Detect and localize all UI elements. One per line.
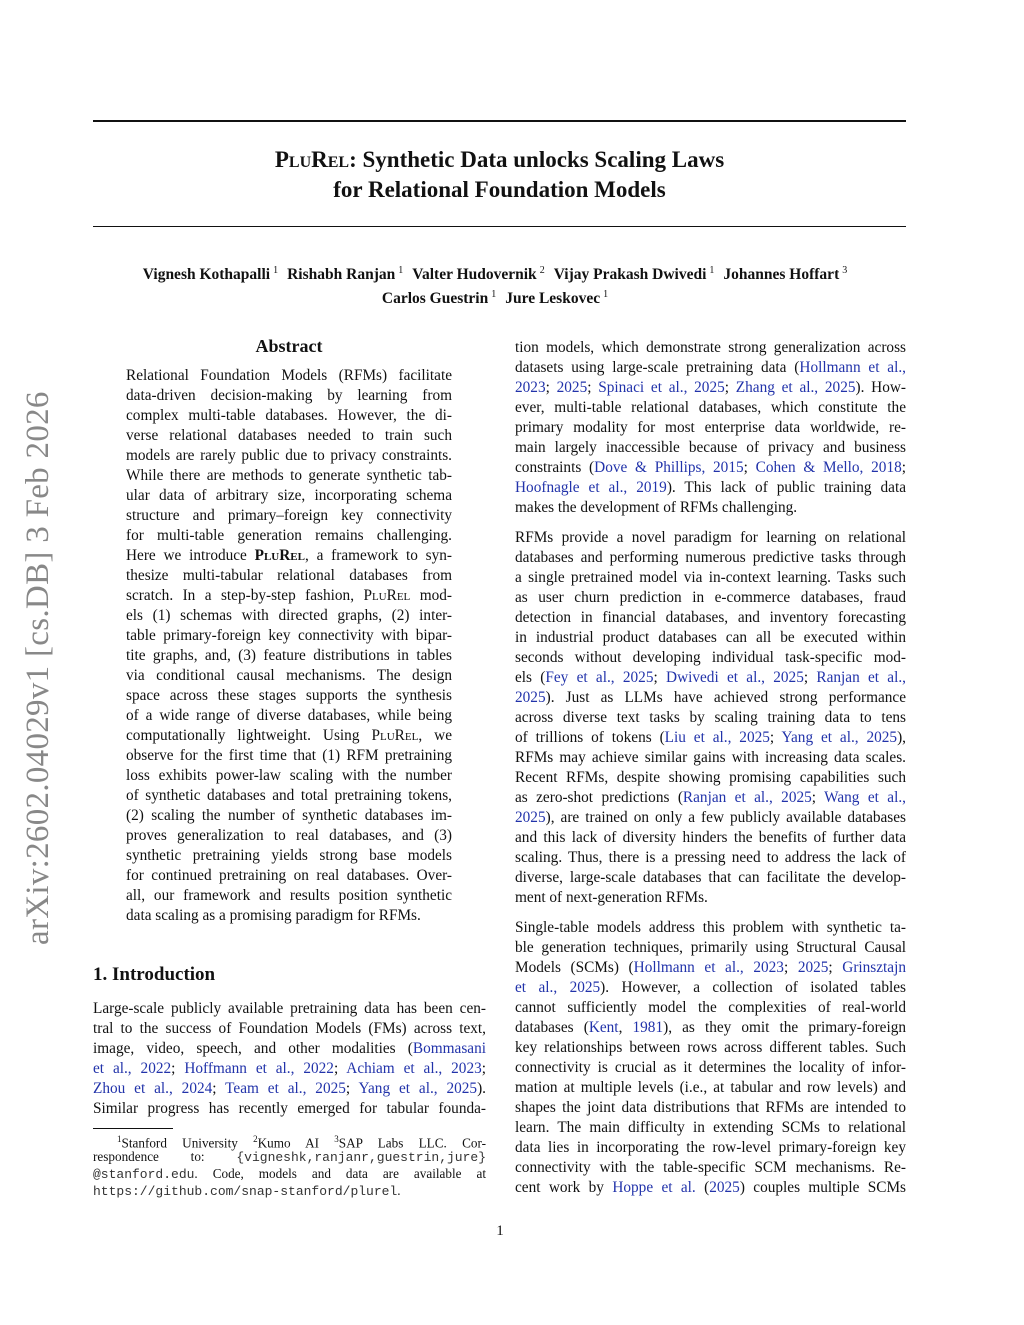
text-line (515, 528, 906, 548)
text-run: Single-table models address this problem with synthetic ta- (515, 919, 906, 936)
text-run: ; (783, 959, 798, 976)
text-run: space across these stages supports the synthesis (126, 687, 452, 704)
text-line (515, 588, 906, 608)
text-line (126, 546, 452, 566)
text-line (515, 668, 906, 688)
citation-link[interactable]: Ranjan et al., 2025 (682, 789, 812, 806)
text-run: ; (212, 1080, 226, 1097)
text-run: learn. The main difficulty in extending SCMs to relational (515, 1119, 906, 1136)
text-run: proves generalization to real databases, and (3) (126, 827, 452, 844)
citation-link[interactable]: 2025 (709, 1179, 740, 1196)
text-run: ; (811, 789, 825, 806)
text-run: ever, multi-table relational databases, which constitute the (515, 399, 906, 416)
title-rule-bottom (93, 226, 906, 227)
author-name: Valter Hudovernik (412, 266, 537, 284)
text-line (515, 338, 906, 358)
text-line (515, 748, 906, 768)
text-run: data lies in incorporating the row-level primary-foreign key (515, 1139, 906, 1156)
text-line (126, 886, 452, 906)
text-run: primary modality for most enterprise data worldwide, re- (515, 419, 906, 436)
citation-link[interactable]: Kent (588, 1019, 619, 1036)
citation-link[interactable]: Team et al., 2025 (225, 1080, 346, 1097)
citation-link[interactable]: 2025 (515, 809, 546, 826)
text-line (515, 868, 906, 888)
text-run: ; (901, 459, 906, 476)
text-run: ; (587, 379, 599, 396)
author-affiliation: 3 (842, 265, 848, 276)
text-line (515, 1118, 906, 1138)
text-run: ), as they omit the primary-foreign (663, 1019, 907, 1036)
text-run: tral to the success of Foundation Models (FMs) across text, (93, 1020, 486, 1037)
citation-link[interactable]: Zhou et al., 2024 (93, 1080, 213, 1097)
text-run: ; (171, 1060, 185, 1077)
text-line (126, 606, 452, 626)
text-run: scaling. Thus, there is a pressing need to address the lack of (515, 849, 906, 866)
text-line (515, 918, 906, 938)
text-line (126, 746, 452, 766)
author-list (93, 261, 906, 309)
text-run: verse relational databases needed to train such (126, 427, 452, 444)
text-line (515, 848, 906, 868)
footnote-rule (93, 1128, 173, 1129)
text-run: ). How- (855, 379, 907, 396)
text-run: ; (545, 379, 557, 396)
text-line (93, 1039, 486, 1059)
paragraph (515, 918, 906, 1198)
citation-link[interactable]: Dove & Phillips, 2015 (594, 459, 744, 476)
text-run: image, video, speech, and other modalities ( (93, 1040, 413, 1057)
text-line (515, 438, 906, 458)
text-line (93, 999, 486, 1019)
citation-link[interactable]: Yang et al., 2025 (358, 1080, 478, 1097)
text-line (515, 1038, 906, 1058)
text-run: connectivity is crucial as it determines the locality of infor- (515, 1059, 906, 1076)
citation-link[interactable]: Cohen & Mello, 2018 (755, 459, 902, 476)
text-run: and this lack of diversity hinders the benefits of further data (515, 829, 906, 846)
text-line (126, 826, 452, 846)
text-run: makes the development of RFMs challenging. (515, 499, 798, 516)
citation-link[interactable]: 2025 (515, 689, 546, 706)
text-run: constraints ( (515, 459, 595, 476)
text-run: models are rarely public due to privacy constraints. (126, 447, 452, 464)
text-run: ). (477, 1080, 486, 1097)
text-run: Relational Foundation Models (RFMs) facilitate (126, 367, 452, 384)
text-run: ). This lack of public training data (666, 479, 907, 496)
text-run: ; (653, 669, 667, 686)
text-line (515, 568, 906, 588)
text-line (515, 788, 906, 808)
citation-link[interactable]: Hoofnagle et al., 2019 (515, 479, 667, 496)
citation-link[interactable]: Dwivedi et al., 2025 (666, 669, 804, 686)
text-line (126, 706, 452, 726)
text-line (515, 478, 906, 498)
paper-title (93, 145, 906, 205)
text-run: ; (724, 379, 736, 396)
text-run: Large-scale publicly available pretraining data has been cen- (93, 1000, 486, 1017)
text-line (126, 726, 452, 746)
text-line (515, 938, 906, 958)
text-run: data scaling as a promising paradigm for RFMs. (126, 907, 421, 924)
text-run: as zero-shot predictions ( (515, 789, 683, 806)
text-run: of synthetic databases and total pretraining tokens, (126, 787, 452, 804)
author-affiliation: 1 (603, 289, 609, 301)
title-line2: for Relational Foundation Models (333, 177, 666, 202)
text-line (515, 398, 906, 418)
page-number: 1 (496, 1223, 504, 1239)
author-affiliation: 1 (273, 265, 279, 276)
text-run: While there are methods to generate synthetic tab- (126, 467, 452, 484)
text-run: Similar progress has recently emerged for tabular founda- (93, 1100, 486, 1117)
email-text: {vigneshk,ranjanr,guestrin,jure} (236, 1150, 486, 1165)
citation-link[interactable]: Bommasani (412, 1040, 486, 1057)
text-run: ; (345, 1080, 359, 1097)
text-line (515, 708, 906, 728)
text-run: observe for the first time that (1) RFM pretraining (126, 747, 452, 764)
text-line (126, 406, 452, 426)
text-run: databases and performing numerous predictive tasks through (515, 549, 906, 566)
text-run: diverse, large-scale databases that can facilitate the develop- (515, 869, 906, 886)
email-text: @stanford.edu (93, 1167, 195, 1182)
text-run: RFMs provide a novel paradigm for learning on relational (515, 529, 906, 546)
text-run: cent work by (515, 1179, 613, 1196)
system-name: PluRel (363, 587, 411, 604)
text-run: ) couples multiple SCMs (739, 1179, 907, 1196)
text-line (515, 648, 906, 668)
text-run: Models (SCMs) ( (515, 959, 634, 976)
text-run: of trillions of tokens ( (515, 729, 665, 746)
text-line (126, 426, 452, 446)
text-run: shapes the joint data distributions that RFMs are intended to (515, 1099, 906, 1116)
text-line (93, 1059, 486, 1079)
text-run: ), (897, 729, 906, 746)
citation-link[interactable]: 2025 (556, 379, 588, 396)
author-name: Carlos Guestrin (381, 290, 489, 308)
text-run: key relationships between rows across different tables. Such (515, 1039, 906, 1056)
text-run: for continued pretraining on real databases. Over- (126, 867, 452, 884)
text-line (515, 498, 906, 518)
paragraph (515, 338, 906, 518)
text-run: across diverse text tasks by scaling training data to tens (515, 709, 906, 726)
author-name: Jure Leskovec (505, 290, 601, 308)
text-run: ; (743, 459, 756, 476)
text-run: ( (695, 1179, 710, 1196)
text-run: . Code, models and data are available at (194, 1166, 486, 1181)
text-run: structure and primary–foreign key connectivity (126, 507, 452, 524)
text-line (126, 446, 452, 466)
text-run: data-driven decision-making by learning from (126, 387, 452, 404)
text-run: ). Just as LLMs have achieved strong performance (545, 689, 906, 706)
text-run: as user churn prediction in e-commerce databases, fraud (515, 589, 906, 606)
citation-link[interactable]: Hoffmann et al., 2022 (184, 1060, 334, 1077)
text-line (515, 628, 906, 648)
affiliation-marker: 2 (253, 1134, 258, 1144)
paragraph (515, 528, 906, 908)
footnote-line (93, 1182, 486, 1199)
text-line (126, 646, 452, 666)
citation-link[interactable]: 2023 (515, 379, 546, 396)
citation-link[interactable]: 1981 (632, 1019, 664, 1036)
text-run: connectivity with the table-specific SCM mechanisms. Re- (515, 1159, 906, 1176)
text-run: a single pretrained model via in-context learning. Tasks such (515, 569, 906, 586)
citation-link[interactable]: Grinsztajn (842, 959, 906, 976)
text-line (515, 978, 906, 998)
text-run: databases ( (515, 1019, 589, 1036)
citation-link[interactable]: et al., 2022 (93, 1060, 172, 1077)
system-name: PluRel (254, 547, 305, 564)
author-affiliation: 1 (709, 265, 715, 276)
text-line (515, 1138, 906, 1158)
text-run: ), are trained on only a few publicly available databases (545, 809, 906, 826)
text-line (126, 766, 452, 786)
citation-link[interactable]: Spinaci et al., 2025 (598, 379, 725, 396)
text-line (515, 728, 906, 748)
text-line (515, 358, 906, 378)
text-line (515, 768, 906, 788)
author-name: Vignesh Kothapalli (142, 266, 271, 284)
text-run: cannot sufficiently model the complexities of real-world (515, 999, 906, 1016)
text-line (126, 906, 452, 926)
text-run: ; (481, 1060, 487, 1077)
footnote-line (93, 1148, 486, 1165)
text-line (515, 998, 906, 1018)
introduction-body (93, 999, 486, 1129)
citation-link[interactable]: Wang et al., (824, 789, 906, 806)
text-run: complex multi-table databases. However, the di- (126, 407, 452, 424)
text-line (126, 366, 452, 386)
footnote-line (93, 1165, 486, 1182)
text-run: Stanford University (121, 1135, 254, 1151)
text-run: ble generation techniques, primarily using Structural Causal (515, 939, 906, 956)
text-line (126, 846, 452, 866)
citation-link[interactable]: 2025 (797, 959, 829, 976)
title-rule-top (93, 120, 906, 122)
text-line (515, 1078, 906, 1098)
text-line (126, 526, 452, 546)
text-run: ment of next-generation RFMs. (515, 889, 708, 906)
author-affiliation: 1 (398, 265, 404, 276)
text-line (126, 686, 452, 706)
citation-link[interactable]: Liu et al., 2025 (664, 729, 770, 746)
text-run: , a framework to syn- (304, 547, 452, 564)
text-line (515, 828, 906, 848)
text-run: in industrial product databases can all be executed within (515, 629, 906, 646)
text-run: datasets using large-scale pretraining data ( (515, 359, 800, 376)
text-run: thesize multi-tabular relational databases from (126, 567, 452, 584)
text-run: of a wide range of diverse databases, while being (126, 707, 452, 724)
citation-link[interactable]: Hollmann et al., (799, 359, 906, 376)
text-run: , we (418, 727, 452, 744)
text-run: computationally lightweight. Using (126, 727, 372, 744)
author-affiliation: 2 (539, 265, 545, 276)
text-run: scratch. In a step-by-step fashion, (126, 587, 364, 604)
text-run: Recent RFMs, despite showing promising capabilities such (515, 769, 906, 786)
text-line (126, 386, 452, 406)
text-run: synthetic pretraining yields strong base models (126, 847, 452, 864)
text-run: ular data of arbitrary size, incorporating schema (126, 487, 452, 504)
text-run: tion models, which demonstrate strong generalization across (515, 339, 906, 356)
title-system-name: PluRel (274, 147, 350, 172)
text-run: Here we introduce (126, 547, 255, 564)
text-run: ; (828, 959, 843, 976)
text-line (515, 1158, 906, 1178)
footnote (93, 1131, 486, 1199)
text-line (126, 626, 452, 646)
affiliation-marker: 3 (334, 1134, 339, 1144)
text-line (515, 1098, 906, 1118)
text-line (515, 608, 906, 628)
text-run: for multi-table generation remains challenging. (126, 527, 452, 544)
text-line (515, 378, 906, 398)
text-run: els (1) schemas with directed graphs, (2) inter- (126, 607, 452, 624)
text-run: detection in financial databases, and inventory forecasting (515, 609, 906, 626)
text-line (515, 1018, 906, 1038)
affiliation-marker: 1 (117, 1134, 122, 1144)
paragraph (126, 366, 452, 926)
text-run: ; (333, 1060, 347, 1077)
author-name: Rishabh Ranjan (287, 266, 396, 284)
footnote-line (93, 1131, 487, 1151)
citation-link[interactable]: Zhang et al., 2025 (735, 379, 856, 396)
text-run: table primary-foreign key connectivity with bipar- (126, 627, 452, 644)
author-affiliation: 1 (491, 289, 497, 301)
text-run: via conditional causal mechanisms. The design (126, 667, 452, 684)
right-column-body (515, 338, 906, 1208)
arxiv-identifier: arXiv:2602.04029v1 [cs.DB] 3 Feb 2026 (20, 391, 56, 945)
citation-link[interactable]: Achiam et al., 2023 (346, 1060, 482, 1077)
code-link[interactable]: https://github.com/snap-stanford/plurel (93, 1184, 398, 1199)
text-run: . (397, 1183, 401, 1198)
abstract-body (126, 366, 452, 936)
text-line (126, 866, 452, 886)
text-line (126, 806, 452, 826)
text-line (515, 1058, 906, 1078)
text-line (515, 958, 906, 978)
text-run: all, our framework and results position synthetic (126, 887, 452, 904)
paragraph (93, 999, 486, 1119)
text-line (515, 418, 906, 438)
system-name: PluRel (371, 727, 419, 744)
text-run: ). However, a collection of isolated tables (600, 979, 906, 996)
text-run: (2) scaling the number of synthetic databases im- (126, 807, 452, 824)
text-line (126, 506, 452, 526)
text-line (126, 486, 452, 506)
text-run: mation at multiple levels (i.e., at tabular and row levels) and (515, 1079, 906, 1096)
text-line (515, 688, 906, 708)
author-name: Vijay Prakash Dwivedi (553, 266, 707, 284)
text-line (126, 586, 452, 606)
text-line (93, 1019, 486, 1039)
text-line (126, 666, 452, 686)
text-run: RFMs may achieve similar gains with increasing data scales. (515, 749, 906, 766)
text-run: els ( (515, 669, 546, 686)
section-heading-introduction: 1. Introduction (93, 964, 216, 985)
citation-link[interactable]: Fey et al., 2025 (545, 669, 654, 686)
citation-link[interactable]: Yang et al., 2025 (781, 729, 898, 746)
text-run: , (618, 1019, 633, 1036)
text-line (515, 458, 906, 478)
title-line1: : Synthetic Data unlocks Scaling Laws (349, 147, 725, 172)
text-line (126, 786, 452, 806)
text-run: respondence to: (93, 1149, 237, 1164)
citation-link[interactable]: Ranjan et al., (816, 669, 906, 686)
abstract-heading: Abstract (255, 336, 323, 356)
text-run: ; (769, 729, 782, 746)
text-line (93, 1079, 486, 1099)
citation-link[interactable]: Hoppe et al. (612, 1179, 696, 1196)
text-line (515, 548, 906, 568)
text-run: Kumo AI (257, 1135, 335, 1151)
citation-link[interactable]: Hollmann et al., 2023 (633, 959, 784, 976)
text-line (515, 808, 906, 828)
text-line (126, 566, 452, 586)
author-name: Johannes Hoffart (723, 266, 840, 284)
text-line (515, 1178, 906, 1198)
text-run: main largely inaccessible because of privacy and business (515, 439, 906, 456)
text-run: ; (803, 669, 817, 686)
text-line (93, 1099, 486, 1119)
citation-link[interactable]: et al., 2025 (515, 979, 601, 996)
text-line (126, 466, 452, 486)
text-run: loss exhibits power-law scaling with the number (126, 767, 452, 784)
text-run: mod- (410, 587, 452, 604)
text-run: tite graphs, and, (3) feature distributions in tables (126, 647, 452, 664)
text-run: SAP Labs LLC. Cor- (338, 1135, 487, 1151)
text-line (515, 888, 906, 908)
text-run: seconds without developing individual task-specific mod- (515, 649, 906, 666)
